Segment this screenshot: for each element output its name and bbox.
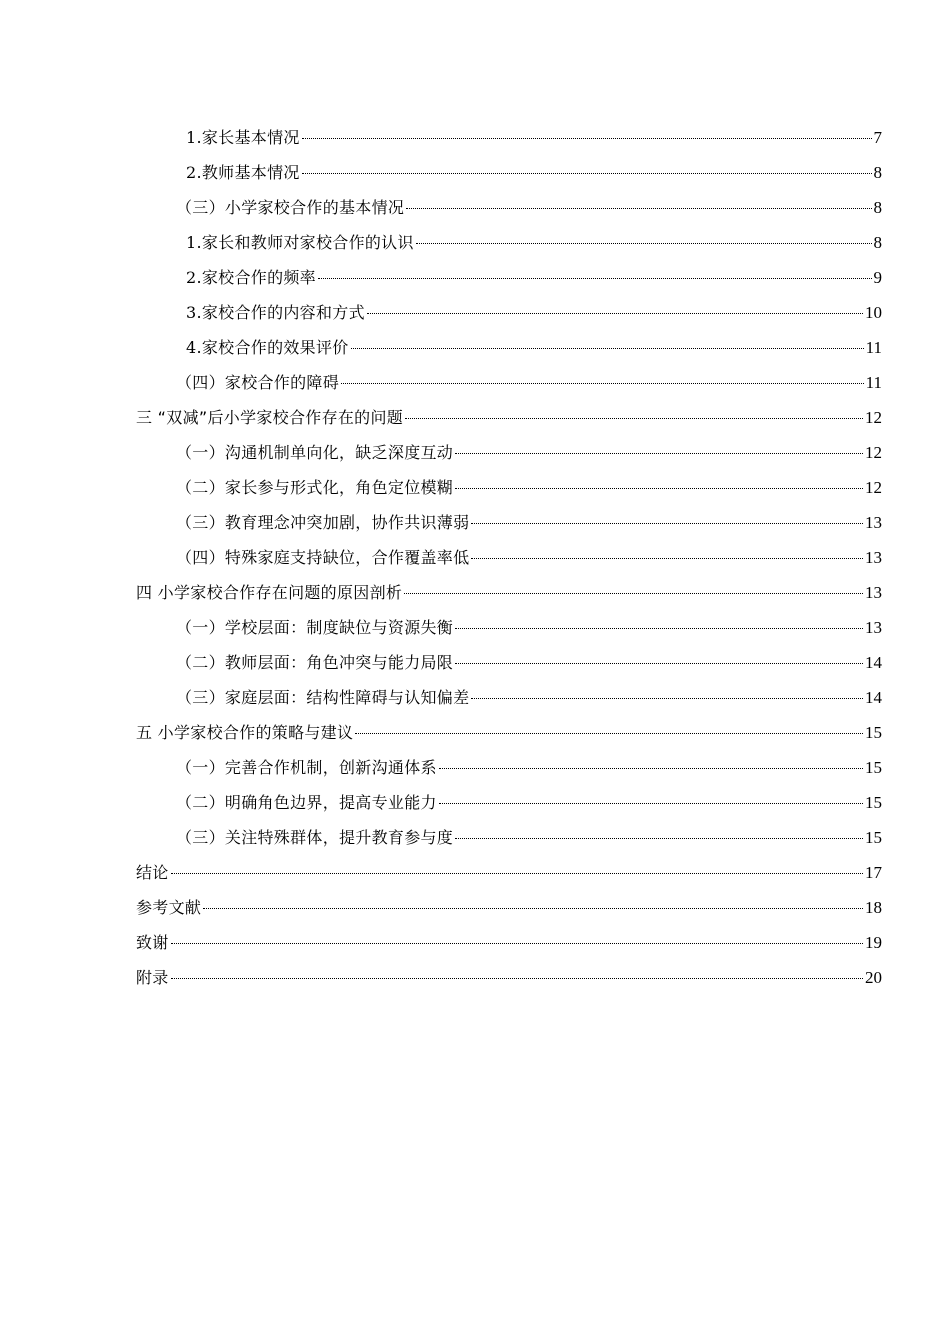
toc-entry[interactable] (0, 890, 950, 925)
toc-entry-page-number: 15 (865, 723, 882, 742)
toc-entry-title: （一）学校层面：制度缺位与资源失衡 (176, 618, 454, 637)
toc-dot-leader (318, 278, 872, 279)
toc-entry-page-number: 20 (865, 968, 882, 987)
toc-entry-title: 2.教师基本情况 (186, 163, 300, 182)
toc-entry-page-number: 7 (873, 128, 882, 147)
toc-entry-title: （三）教育理念冲突加剧，协作共识薄弱 (176, 513, 470, 532)
toc-dot-leader (455, 488, 863, 489)
toc-entry-title: （三）关注特殊群体，提升教育参与度 (176, 828, 454, 847)
toc-dot-leader (367, 313, 863, 314)
toc-entry-page-number: 9 (873, 268, 882, 287)
toc-entry[interactable] (0, 960, 950, 995)
toc-entry[interactable] (0, 400, 950, 435)
toc-entry[interactable] (0, 540, 950, 575)
toc-entry[interactable] (0, 925, 950, 960)
toc-entry-page-number: 19 (865, 933, 882, 952)
toc-dot-leader (439, 803, 863, 804)
toc-dot-leader (171, 943, 863, 944)
toc-dot-leader (439, 768, 863, 769)
toc-entry-title: 2.家校合作的频率 (186, 268, 316, 287)
toc-entry[interactable] (0, 120, 950, 155)
toc-entry-page-number: 14 (865, 653, 882, 672)
toc-entry-page-number: 18 (865, 898, 882, 917)
toc-dot-leader (471, 558, 863, 559)
toc-entry[interactable] (0, 225, 950, 260)
toc-entry-page-number: 12 (865, 443, 882, 462)
toc-entry-page-number: 15 (865, 828, 882, 847)
toc-entry[interactable] (0, 155, 950, 190)
toc-dot-leader (341, 383, 864, 384)
toc-entry-title: （二）明确角色边界，提高专业能力 (176, 793, 437, 812)
toc-entry[interactable] (0, 820, 950, 855)
toc-dot-leader (406, 208, 871, 209)
toc-entry-title: 四 小学家校合作存在问题的原因剖析 (136, 583, 403, 602)
toc-dot-leader (405, 418, 863, 419)
toc-entry[interactable] (0, 470, 950, 505)
toc-dot-leader (455, 838, 863, 839)
toc-entry[interactable] (0, 855, 950, 890)
toc-entry[interactable] (0, 190, 950, 225)
toc-entry-title: 三 “双减”后小学家校合作存在的问题 (136, 408, 404, 427)
toc-entry-page-number: 13 (865, 583, 882, 602)
toc-entry-title: （二）家长参与形式化，角色定位模糊 (176, 478, 454, 497)
toc-entry-page-number: 12 (865, 478, 882, 497)
toc-dot-leader (471, 523, 863, 524)
toc-entry-title: （四）家校合作的障碍 (176, 373, 340, 392)
toc-entry[interactable] (0, 295, 950, 330)
toc-entry-title: 4.家校合作的效果评价 (186, 338, 349, 357)
toc-entry[interactable] (0, 575, 950, 610)
toc-dot-leader (471, 698, 863, 699)
toc-entry-page-number: 8 (873, 198, 882, 217)
toc-dot-leader (302, 173, 872, 174)
toc-entry-title: 1.家长和教师对家校合作的认识 (186, 233, 414, 252)
toc-dot-leader (302, 138, 872, 139)
toc-entry[interactable] (0, 645, 950, 680)
toc-entry[interactable] (0, 330, 950, 365)
toc-entry-title: 附录 (136, 968, 169, 987)
toc-dot-leader (355, 733, 863, 734)
toc-dot-leader (416, 243, 872, 244)
toc-entry-title: （一）沟通机制单向化，缺乏深度互动 (176, 443, 454, 462)
toc-entry-page-number: 11 (865, 338, 882, 357)
toc-entry[interactable] (0, 435, 950, 470)
toc-entry-title: 结论 (136, 863, 169, 882)
toc-entry[interactable] (0, 785, 950, 820)
table-of-contents (0, 120, 950, 995)
toc-entry[interactable] (0, 505, 950, 540)
toc-entry[interactable] (0, 715, 950, 750)
toc-entry-title: （三）家庭层面：结构性障碍与认知偏差 (176, 688, 470, 707)
toc-entry-page-number: 17 (865, 863, 882, 882)
toc-entry[interactable] (0, 680, 950, 715)
toc-entry-page-number: 8 (873, 233, 882, 252)
toc-entry-title: 1.家长基本情况 (186, 128, 300, 147)
toc-dot-leader (455, 628, 863, 629)
toc-entry-page-number: 14 (865, 688, 882, 707)
toc-dot-leader (171, 873, 863, 874)
toc-entry[interactable] (0, 610, 950, 645)
toc-dot-leader (455, 663, 863, 664)
toc-entry[interactable] (0, 260, 950, 295)
toc-entry-page-number: 10 (865, 303, 882, 322)
toc-entry-title: 五 小学家校合作的策略与建议 (136, 723, 354, 742)
toc-entry-title: （二）教师层面：角色冲突与能力局限 (176, 653, 454, 672)
toc-entry-title: （四）特殊家庭支持缺位，合作覆盖率低 (176, 548, 470, 567)
toc-dot-leader (351, 348, 864, 349)
toc-entry-title: 参考文献 (136, 898, 202, 917)
toc-dot-leader (455, 453, 863, 454)
toc-entry[interactable] (0, 365, 950, 400)
toc-entry-title: （一）完善合作机制，创新沟通体系 (176, 758, 437, 777)
toc-entry[interactable] (0, 750, 950, 785)
toc-entry-page-number: 15 (865, 793, 882, 812)
toc-entry-page-number: 13 (865, 618, 882, 637)
toc-entry-title: 3.家校合作的内容和方式 (186, 303, 365, 322)
toc-entry-title: 致谢 (136, 933, 169, 952)
toc-entry-page-number: 13 (865, 548, 882, 567)
toc-entry-page-number: 8 (873, 163, 882, 182)
toc-entry-page-number: 15 (865, 758, 882, 777)
toc-entry-page-number: 12 (865, 408, 882, 427)
toc-entry-page-number: 13 (865, 513, 882, 532)
toc-dot-leader (404, 593, 863, 594)
toc-dot-leader (203, 908, 863, 909)
toc-dot-leader (171, 978, 863, 979)
toc-entry-page-number: 11 (865, 373, 882, 392)
toc-entry-title: （三）小学家校合作的基本情况 (176, 198, 405, 217)
